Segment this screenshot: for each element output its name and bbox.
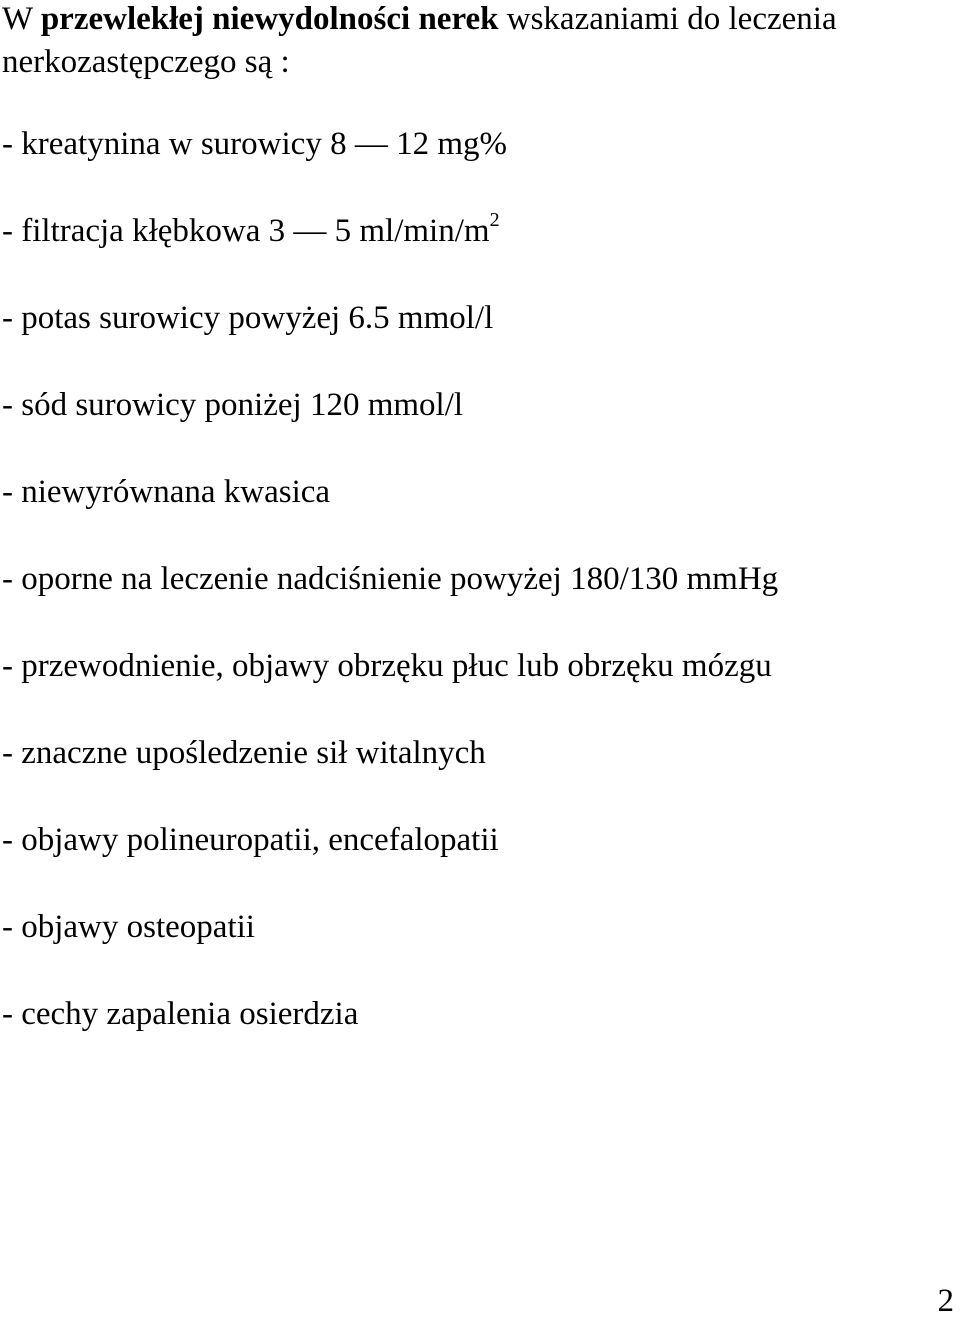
heading-suffix: wskazaniami do leczenia nerkozastępczego są : [2, 1, 837, 80]
list-item: - kreatynina w surowicy 8 — 12 mg% [2, 126, 507, 162]
list-item: - znaczne upośledzenie sił witalnych [2, 735, 486, 771]
heading-bold: przewlekłej niewydolności nerek [40, 1, 499, 37]
heading-prefix: W [2, 1, 41, 37]
heading [2, 0, 942, 84]
superscript: 2 [489, 209, 500, 231]
list-item: - przewodnienie, objawy obrzęku płuc lub obrzęku mózgu [2, 648, 772, 684]
list-item: - objawy polineuropatii, encefalopatii [2, 822, 499, 858]
list-item: - oporne na leczenie nadciśnienie powyżej 180/130 mmHg [2, 561, 779, 597]
list-item: - niewyrównana kwasica [2, 474, 331, 510]
page-number: 2 [937, 1283, 954, 1319]
list-item: - filtracja kłębkowa 3 — 5 $ml/\min/m^2$ [2, 209, 500, 249]
list-item: - objawy osteopatii [2, 909, 255, 945]
indication-list [2, 123, 778, 1080]
list-item: - potas surowicy powyżej 6.5 mmol/l [2, 300, 494, 336]
list-item: - cechy zapalenia osierdzia [2, 996, 359, 1032]
list-item: - sód surowicy poniżej 120 mmol/l [2, 387, 464, 423]
